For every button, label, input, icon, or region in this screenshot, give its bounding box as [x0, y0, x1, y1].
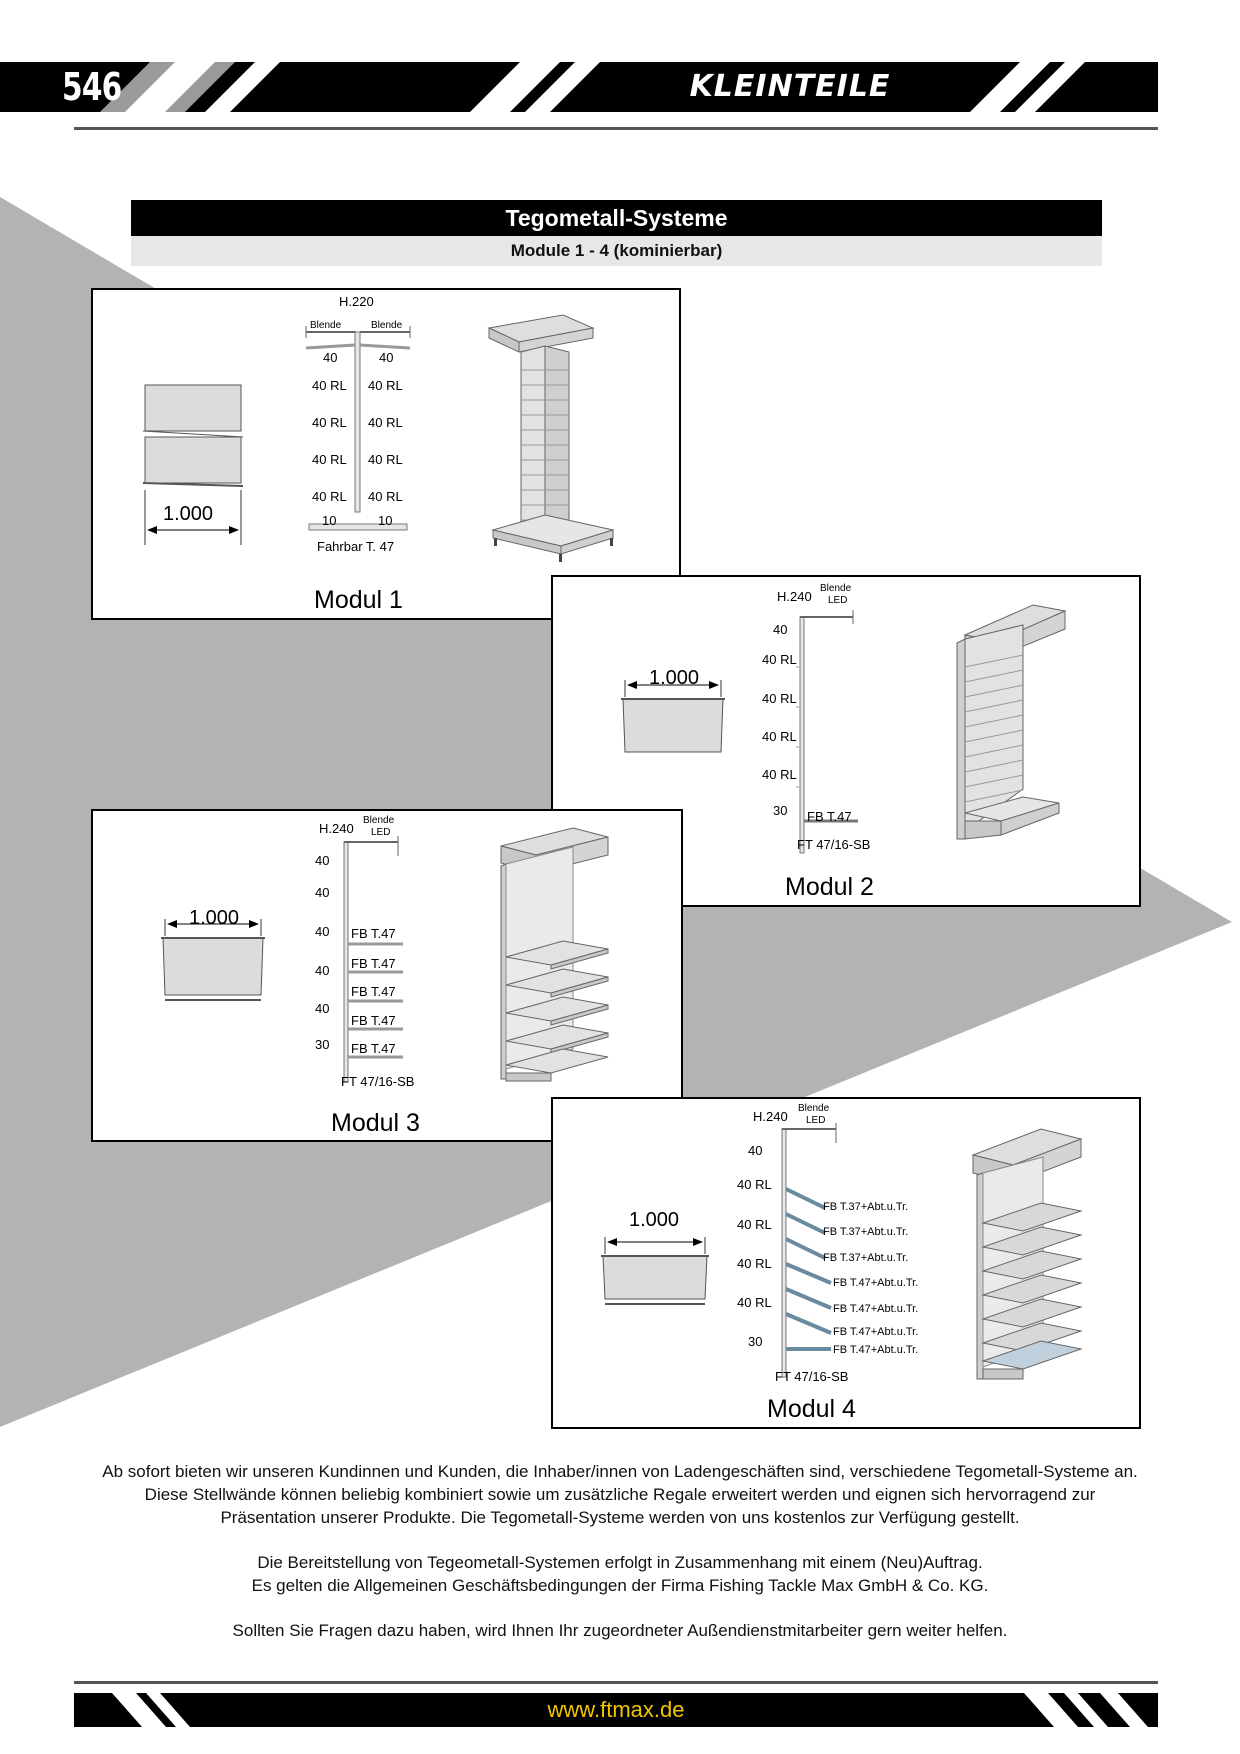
module-2-row-4: 40 RL [762, 767, 797, 782]
module-3-row-4: 40 [315, 1001, 330, 1016]
info-line: Ab sofort bieten wir unseren Kundinnen und Kunden, die Inhaber/innen von Ladengeschäften sind, verschiedene Tegometall-Systeme an. [102, 1462, 1138, 1481]
module-4-tilted-shelves [786, 1189, 831, 1349]
module-2-width: 1.000 [649, 667, 700, 689]
info-paragraph-1 [80, 1460, 1160, 1529]
module-4-base: FT 47/16-SB [775, 1369, 849, 1384]
module-2-row-3: 40 RL [762, 729, 797, 744]
module-4-row-2: 40 RL [737, 1217, 772, 1232]
module-4-shelf-2: FB T.37+Abt.u.Tr. [823, 1252, 909, 1264]
info-line: Sollten Sie Fragen dazu haben, wird Ihnen Ihr zugeordneter Außendienstmitarbeiter gern weiter helfen. [232, 1621, 1008, 1640]
module-3-label: Modul 3 [331, 1109, 420, 1137]
module-1-row-right-4: 40 RL [368, 489, 403, 504]
module-4-row-5: 30 [748, 1334, 763, 1349]
module-1-row-right-5: 10 [378, 513, 393, 528]
module-1-row-left-4: 40 RL [312, 489, 347, 504]
module-3-led: LED [371, 827, 391, 838]
module-1-row-left-5: 10 [322, 513, 337, 528]
module-3-height: H.240 [319, 821, 354, 836]
module-2-label: Modul 2 [785, 873, 874, 901]
module-2-height: H.240 [777, 589, 812, 604]
module-2-fb: FB T.47 [807, 809, 852, 824]
module-4-shelf-5: FB T.47+Abt.u.Tr. [833, 1326, 919, 1338]
module-1-width: 1.000 [163, 503, 214, 525]
module-1-label: Modul 1 [314, 586, 403, 614]
header-divider [74, 127, 1158, 130]
module-2-base: FT 47/16-SB [797, 837, 871, 852]
module-4-shelf-3: FB T.47+Abt.u.Tr. [833, 1277, 919, 1289]
module-3-row-3: 40 [315, 963, 330, 978]
module-3-row-1: 40 [315, 885, 330, 900]
page-number: 546 [62, 65, 122, 109]
module-2-row-0: 40 [773, 622, 788, 637]
module-3-row-2: 40 [315, 924, 330, 939]
module-3-shelf-1: FB T.47 [351, 956, 396, 971]
module-2-row-5: 30 [773, 803, 788, 818]
module-4-shelf-6: FB T.47+Abt.u.Tr. [833, 1344, 919, 1356]
module-1-height: H.220 [339, 294, 374, 309]
module-4-height: H.240 [753, 1109, 788, 1124]
module-4-shelf-0: FB T.37+Abt.u.Tr. [823, 1201, 909, 1213]
info-line: Diese Stellwände können beliebig kombiniert sowie um zusätzliche Regale erweitert werden und eignen sich hervorragend zur [144, 1485, 1096, 1504]
header-stripes [0, 62, 1160, 112]
module-1-row-left-1: 40 RL [312, 378, 347, 393]
module-3-blende: Blende [363, 815, 395, 826]
module-2-led: LED [828, 595, 848, 606]
module-1-row-left-2: 40 RL [312, 415, 347, 430]
info-line: Es gelten die Allgemeinen Geschäftsbedingungen der Firma Fishing Tackle Max GmbH & Co. KG. [251, 1576, 989, 1595]
module-4-row-3: 40 RL [737, 1256, 772, 1271]
module-3-shelf-3: FB T.47 [351, 1013, 396, 1028]
section-title: KLEINTEILE [689, 69, 891, 104]
module-2-row-2: 40 RL [762, 691, 797, 706]
module-1-blende-right: Blende [371, 320, 403, 331]
module-3-shelf-0: FB T.47 [351, 926, 396, 941]
module-4-width: 1.000 [629, 1209, 680, 1231]
module-1-row-right-2: 40 RL [368, 415, 403, 430]
module-4-led: LED [806, 1115, 826, 1126]
module-1-row-right-0: 40 [379, 350, 394, 365]
module-4-panel [551, 1097, 1141, 1429]
module-1-base: Fahrbar T. 47 [317, 539, 395, 554]
module-3-width: 1.000 [189, 907, 240, 929]
module-4-shelf-1: FB T.37+Abt.u.Tr. [823, 1226, 909, 1238]
module-3-row-5: 30 [315, 1037, 330, 1052]
info-paragraph-3 [80, 1619, 1160, 1642]
module-4-blende: Blende [798, 1103, 830, 1114]
module-3-base: FT 47/16-SB [341, 1074, 415, 1089]
module-3-drawing [93, 811, 685, 1144]
module-1-row-left-0: 40 [323, 350, 338, 365]
module-4-shelf-4: FB T.47+Abt.u.Tr. [833, 1303, 919, 1315]
info-paragraph-2 [80, 1551, 1160, 1597]
module-4-label: Modul 4 [767, 1395, 856, 1423]
footer-divider [74, 1681, 1158, 1684]
module-1-row-left-3: 40 RL [312, 452, 347, 467]
info-line: Die Bereitstellung von Tegeometall-Systemen erfolgt in Zusammenhang mit einem (Neu)Auftrag. [257, 1553, 983, 1572]
module-3-panel [91, 809, 683, 1142]
module-2-blende: Blende [820, 583, 852, 594]
module-4-row-0: 40 [748, 1143, 763, 1158]
module-3-shelf-2: FB T.47 [351, 984, 396, 999]
document-title: Tegometall-Systeme [131, 200, 1102, 236]
website-link[interactable]: www.ftmax.de [547, 1697, 685, 1722]
document-subtitle: Module 1 - 4 (kominierbar) [131, 236, 1102, 266]
module-1-panel [91, 288, 681, 620]
module-4-row-4: 40 RL [737, 1295, 772, 1310]
module-2-row-1: 40 RL [762, 652, 797, 667]
module-1-row-right-3: 40 RL [368, 452, 403, 467]
module-1-blende-left: Blende [310, 320, 342, 331]
module-3-shelf-4: FB T.47 [351, 1041, 396, 1056]
info-line: Präsentation unserer Produkte. Die Tegometall-Systeme werden von uns kostenlos zur Verfügung gestellt. [220, 1508, 1020, 1527]
module-4-row-1: 40 RL [737, 1177, 772, 1192]
module-1-row-right-1: 40 RL [368, 378, 403, 393]
module-3-row-0: 40 [315, 853, 330, 868]
